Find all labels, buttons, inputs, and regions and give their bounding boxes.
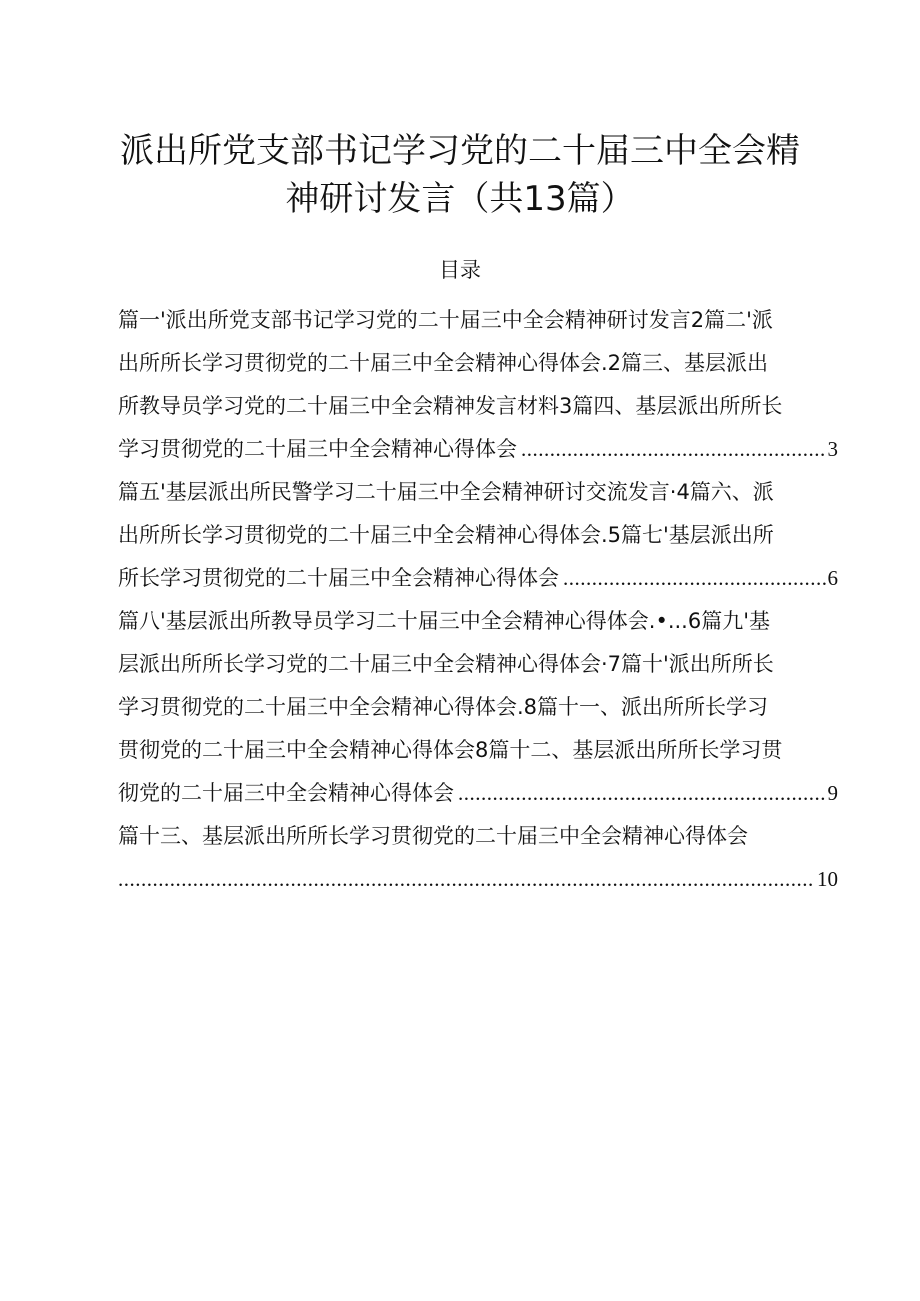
document-title-line-2: 神研讨发言（共13篇） <box>285 179 635 219</box>
document-title-line-1: 派出所党支部书记学习党的二十届三中全会精 <box>120 131 800 171</box>
toc-line: 篇八'基层派出所教导员学习二十届三中全会精神心得体会.•...6篇九'基 <box>118 609 770 633</box>
toc-entry-title: 所长学习贯彻党的二十届三中全会精神心得体会 <box>118 566 559 590</box>
toc-leader-dots <box>458 778 826 808</box>
toc-line: 篇一'派出所党支部书记学习党的二十届三中全会精神研讨发言2篇二'派 <box>118 308 773 332</box>
toc-line <box>118 563 838 593</box>
toc-leader-dots <box>521 434 826 464</box>
toc-line: 所教导员学习党的二十届三中全会精神发言材料3篇四、基层派出所所长 <box>118 394 783 418</box>
toc-page-number: 6 <box>827 566 838 590</box>
toc-line: 篇五'基层派出所民警学习二十届三中全会精神研讨交流发言·4篇六、派 <box>118 480 774 504</box>
toc-line: 出所所长学习贯彻党的二十届三中全会精神心得体会.5篇七'基层派出所 <box>118 523 774 547</box>
toc-line: 层派出所所长学习党的二十届三中全会精神心得体会·7篇十'派出所所长 <box>118 652 774 676</box>
toc-line: 篇十三、基层派出所所长学习贯彻党的二十届三中全会精神心得体会 <box>118 824 748 848</box>
toc-page-number: 3 <box>827 437 838 461</box>
toc-line: 学习贯彻党的二十届三中全会精神心得体会.8篇十一、派出所所长学习 <box>118 695 769 719</box>
toc-line <box>118 434 838 464</box>
toc-leader-dots <box>563 563 826 593</box>
toc-line: 贯彻党的二十届三中全会精神心得体会8篇十二、基层派出所所长学习贯 <box>118 738 783 762</box>
toc-leader-dots <box>118 864 815 894</box>
toc-page-number: 9 <box>827 781 838 805</box>
toc-heading: 目录 <box>439 258 481 282</box>
toc-line: 出所所长学习贯彻党的二十届三中全会精神心得体会.2篇三、基层派出 <box>118 351 769 375</box>
toc-line <box>118 864 838 894</box>
toc-line <box>118 778 838 808</box>
toc-entry-title: 学习贯彻党的二十届三中全会精神心得体会 <box>118 437 517 461</box>
toc-page-number: 10 <box>817 867 838 891</box>
toc-entry-title: 彻党的二十届三中全会精神心得体会 <box>118 781 454 805</box>
